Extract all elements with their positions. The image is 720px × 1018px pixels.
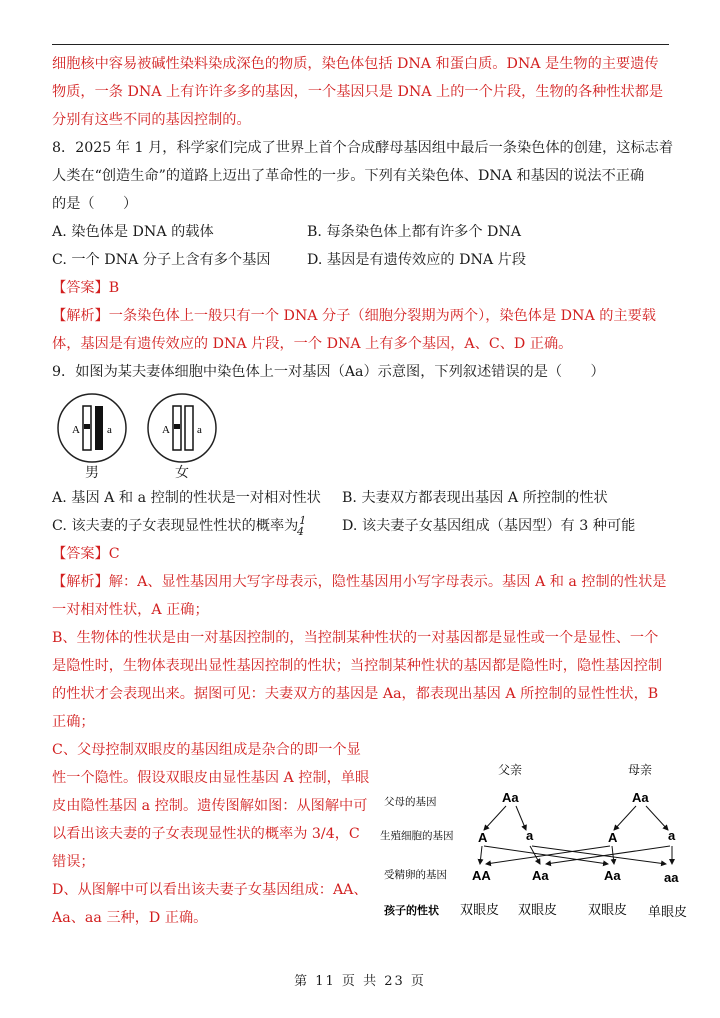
mother-genotype: Aa (632, 790, 649, 805)
q9-explanation-left-line: C、父母控制双眼皮的基因组成是杂合的即一个显 (52, 742, 361, 758)
chromosome-figure (52, 392, 672, 484)
q9-explanation-left-line: 错误； (52, 854, 95, 870)
zygote-AA: AA (472, 868, 491, 883)
gamete-mother-a: a (668, 828, 676, 843)
gene-label-A: A (162, 424, 170, 436)
q9-option-b: B. 夫妻双方都表现出基因 A 所控制的性状 (342, 490, 608, 506)
gene-label-a: a (107, 424, 112, 436)
q9-explanation-left-line: 皮由隐性基因 a 控制。遗传图解如图：从图解中可 (52, 798, 368, 814)
text-line: 物质，一条 DNA 上有许许多多的基因，一个基因只是 DNA 上的一个片段，生物的各种性状都是 (52, 84, 664, 100)
q9-explanation-left-line: 以看出该夫妻的子女表现显性状的概率为 3/4，C (52, 826, 360, 842)
zygote-Aa-2: Aa (604, 868, 621, 883)
q9-explanation-line: 一对相对性状，A 正确； (52, 602, 209, 618)
fraction-numerator: 1 (298, 514, 308, 527)
trait-1: 双眼皮 (460, 902, 500, 917)
page-footer: 第 11 页 共 23 页 (294, 974, 426, 989)
row-label-parent-genes: 父母的基因 (384, 796, 437, 808)
q9-explanation-line: B、生物体的性状是由一对基因控制的，当控制某种性状的一对基因都是显性或一个是显性、一个 (52, 630, 659, 646)
q8-option-b: B. 每条染色体上都有许多个 DNA (307, 224, 522, 240)
gamete-mother-A: A (608, 830, 618, 845)
q8-explanation-line: 体，基因是有遗传效应的 DNA 片段，一个 DNA 上有多个基因，A、C、D 正确。 (52, 336, 573, 352)
q8-answer: 【答案】B (52, 280, 120, 296)
q9-explanation-line: 【解析】解：A、显性基因用大写字母表示，隐性基因用小写字母表示。基因 A 和 a 控制的性状是 (52, 574, 667, 590)
q9-option-a: A. 基因 A 和 a 控制的性状是一对相对性状 (52, 490, 321, 506)
question-8 (52, 134, 672, 358)
male-chromosome-diagram (52, 392, 132, 464)
text-line: 细胞核中容易被碱性染料染成深色的物质，染色体包括 DNA 和蛋白质。DNA 是生物的主要遗传 (52, 56, 659, 72)
q9-explanation-line: 的性状才会表现出来。据图可见：夫妻双方的基因是 Aa，都表现出基因 A 所控制的显性性状，B (52, 686, 659, 702)
zygote-Aa-1: Aa (532, 868, 549, 883)
chromosome-right (185, 406, 193, 450)
q9-option-d: D. 该夫妻子女基因组成（基因型）有 3 种可能 (342, 518, 636, 534)
q8-explanation-line: 【解析】一条染色体上一般只有一个 DNA 分子（细胞分裂期为两个），染色体是 DNA 的主要载 (52, 308, 656, 324)
q8-options-row (52, 246, 672, 274)
gamete-father-a: a (526, 828, 534, 843)
father-genotype: Aa (502, 790, 519, 805)
q9-options-row (52, 484, 672, 512)
q8-stem-line: 人类在“创造生命”的道路上迈出了革命性的一步。下列有关染色体、DNA 和基因的说法不正确 (52, 168, 645, 184)
q8-option-d: D. 基因是有遗传效应的 DNA 片段 (307, 252, 527, 268)
female-caption: 女 (175, 465, 189, 481)
gene-label-A: A (72, 424, 80, 436)
q9-answer: 【答案】C (52, 546, 120, 562)
q9-explanation-left-line: 性一个隐性。假设双眼皮由显性基因 A 控制，单眼 (52, 770, 370, 786)
q9-options-row (52, 512, 672, 540)
row-label-zygote: 受精卵的基因 (384, 869, 447, 881)
trait-4: 单眼皮 (648, 904, 688, 919)
q9-explanation-left-line: Aa、aa 三种，D 正确。 (52, 910, 208, 926)
gamete-father-A: A (478, 830, 488, 845)
q9-explanation-left-line: D、从图解中可以看出该夫妻子女基因组成：AA、 (52, 882, 368, 898)
male-caption: 男 (85, 465, 99, 481)
q9-stem: 9．如图为某夫妻体细胞中染色体上一对基因（Aa）示意图，下列叙述错误的是（ ） (52, 364, 605, 380)
zygote-aa: aa (664, 870, 679, 885)
trait-2: 双眼皮 (518, 902, 558, 917)
q9-explanation-line: 正确； (52, 714, 95, 730)
header-rule (52, 44, 669, 45)
trait-3: 双眼皮 (588, 902, 628, 917)
q9-option-c (52, 512, 342, 540)
q8-stem-line: 的是（ ） (52, 196, 138, 212)
female-chromosome-diagram (142, 392, 222, 464)
q8-options-row (52, 218, 672, 246)
inheritance-diagram (380, 760, 700, 930)
q8-option-a: A. 染色体是 DNA 的载体 (52, 224, 214, 240)
q9-explanation-line: 是隐性时，生物体表现出显性基因控制的性状；当控制某种性状的基因都是隐性时，隐性基因控制 (52, 658, 663, 674)
chromosome-right (95, 406, 103, 450)
gene-label-a: a (197, 424, 202, 436)
father-label: 父亲 (498, 763, 523, 777)
fraction-denominator: 4 (295, 525, 306, 538)
q9-option-c-text: C. 该夫妻的子女表现显性性状的概率为 (52, 518, 299, 534)
q8-stem-line: 8．2025 年 1 月，科学家们完成了世界上首个合成酵母基因组中最后一条染色体的创建，这标志着 (52, 140, 674, 156)
mother-label: 母亲 (628, 763, 653, 777)
row-label-gametes: 生殖细胞的基因 (380, 830, 454, 842)
prev-explanation (52, 50, 672, 134)
row-label-trait: 孩子的性状 (384, 905, 439, 917)
q8-option-c: C. 一个 DNA 分子上含有多个基因 (52, 252, 271, 268)
female-cell (142, 392, 222, 484)
text-line: 分别有这些不同的基因控制的。 (52, 112, 251, 128)
male-cell (52, 392, 132, 484)
